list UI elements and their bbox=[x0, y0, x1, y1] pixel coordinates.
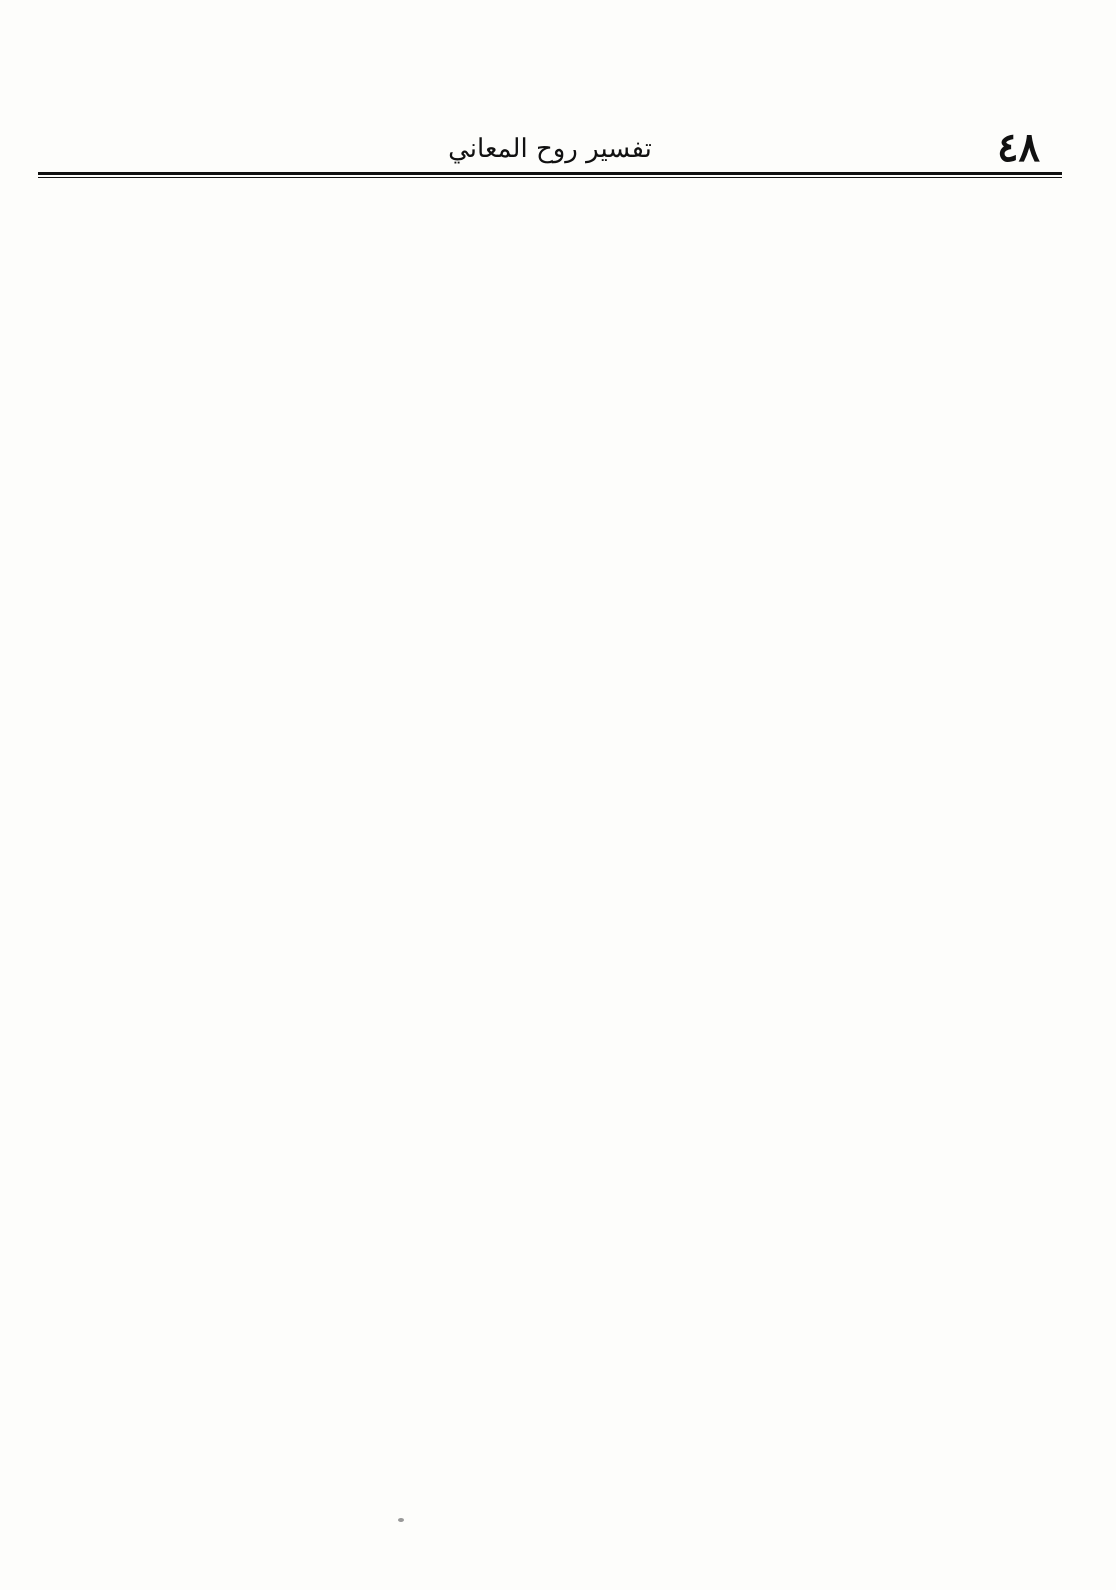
page-number: ٤٨ bbox=[997, 124, 1040, 171]
page-header bbox=[40, 124, 1060, 171]
header-rule-thin bbox=[38, 177, 1062, 178]
commentary-body bbox=[44, 182, 1058, 1502]
paper-speck bbox=[398, 1518, 404, 1522]
header-rule bbox=[38, 172, 1062, 175]
running-title: تفسير روح المعاني bbox=[448, 134, 652, 164]
